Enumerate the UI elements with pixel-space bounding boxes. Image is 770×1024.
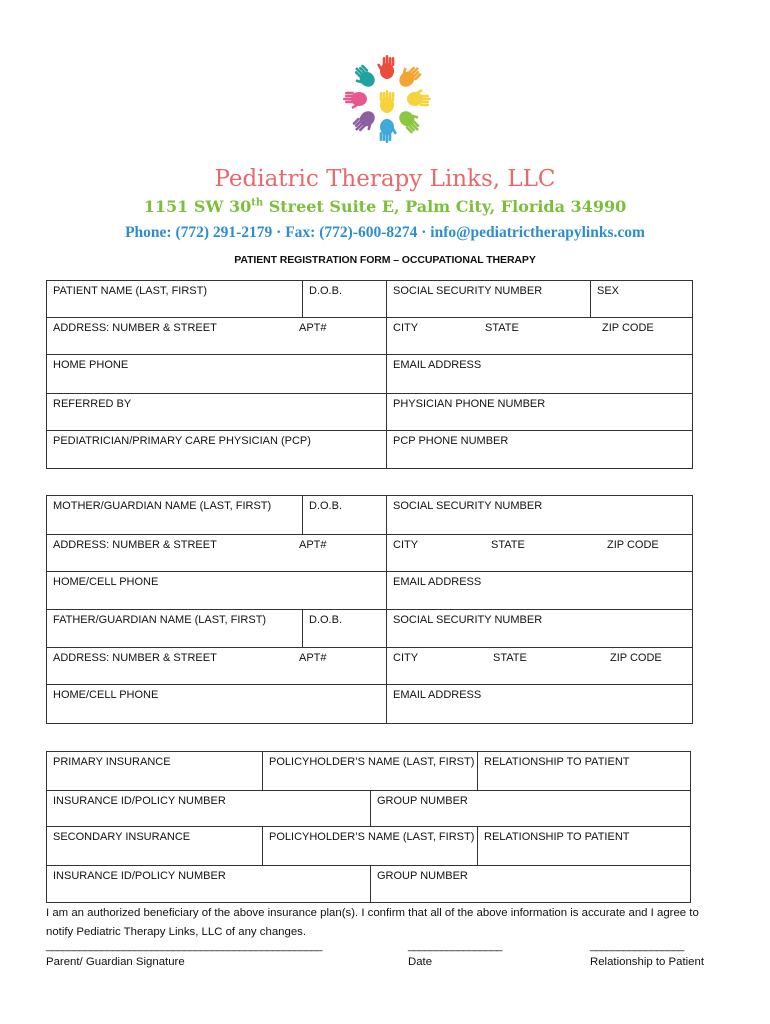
company-address: 1151 SW 30th Street Suite E, Palm City, Florida 34990 xyxy=(143,197,627,216)
father-dob-field[interactable] xyxy=(302,609,387,648)
father-apt-label: APT# xyxy=(299,652,327,664)
patient-state-label: STATE xyxy=(485,322,519,334)
father-ssn-label: SOCIAL SECURITY NUMBER xyxy=(393,614,543,626)
patient-sex-label: SEX xyxy=(597,285,620,297)
insurance-id2-label: INSURANCE ID/POLICY NUMBER xyxy=(53,870,226,882)
father-ssn-field[interactable] xyxy=(386,609,693,648)
father-address-label: ADDRESS: NUMBER & STREET xyxy=(53,652,217,664)
pcp-label: PEDIATRICIAN/PRIMARY CARE PHYSICIAN (PCP) xyxy=(53,435,311,447)
pcp-phone-field[interactable] xyxy=(386,430,693,469)
patient-dob-label: D.O.B. xyxy=(309,285,343,297)
mother-email-field[interactable] xyxy=(386,571,693,610)
physician-phone-field[interactable] xyxy=(386,393,693,431)
hand-icon xyxy=(396,106,425,135)
father-state-label: STATE xyxy=(493,652,527,664)
patient-apt-label: APT# xyxy=(299,322,327,334)
patient-ssn-field[interactable] xyxy=(386,280,591,318)
mother-city-state-zip-field[interactable] xyxy=(386,534,693,572)
insurance-id1-label: INSURANCE ID/POLICY NUMBER xyxy=(53,795,226,807)
father-dob-label: D.O.B. xyxy=(309,614,343,626)
father-city-state-zip-field[interactable] xyxy=(386,647,693,685)
patient-zip-label: ZIP CODE xyxy=(602,322,654,334)
relationship1-field[interactable] xyxy=(477,751,691,791)
mother-ssn-label: SOCIAL SECURITY NUMBER xyxy=(393,500,543,512)
hand-icon xyxy=(394,61,423,90)
patient-name-label: PATIENT NAME (LAST, FIRST) xyxy=(53,285,208,297)
patient-email-field[interactable] xyxy=(386,354,693,394)
pcp-field[interactable] xyxy=(46,430,387,469)
relationship2-field[interactable] xyxy=(477,826,691,866)
policyholder1-label: POLICYHOLDER’S NAME (LAST, FIRST) xyxy=(269,756,475,768)
father-email-label: EMAIL ADDRESS xyxy=(393,689,482,701)
father-zip-label: ZIP CODE xyxy=(610,652,662,664)
relationship-line[interactable]: _________________ xyxy=(590,940,684,952)
secondary-insurance-field[interactable] xyxy=(46,826,263,866)
mother-state-label: STATE xyxy=(491,539,525,551)
policyholder1-field[interactable] xyxy=(262,751,478,791)
hand-icon xyxy=(407,89,431,106)
mother-dob-field[interactable] xyxy=(302,495,387,535)
mother-name-field[interactable] xyxy=(46,495,303,535)
mother-address-field[interactable] xyxy=(46,534,387,572)
father-phone-label: HOME/CELL PHONE xyxy=(53,689,159,701)
company-logo xyxy=(334,46,440,152)
policyholder2-field[interactable] xyxy=(262,826,478,866)
mother-apt-label: APT# xyxy=(299,539,327,551)
father-name-label: FATHER/GUARDIAN NAME (LAST, FIRST) xyxy=(53,614,267,626)
patient-address-field[interactable] xyxy=(46,317,387,355)
patient-home-phone-label: HOME PHONE xyxy=(53,359,129,371)
group1-field[interactable] xyxy=(370,790,691,827)
mother-name-label: MOTHER/GUARDIAN NAME (LAST, FIRST) xyxy=(53,500,272,512)
insurance-id1-field[interactable] xyxy=(46,790,371,827)
mother-ssn-field[interactable] xyxy=(386,495,693,535)
policyholder2-label: POLICYHOLDER’S NAME (LAST, FIRST) xyxy=(269,831,475,843)
group1-label: GROUP NUMBER xyxy=(377,795,468,807)
group2-field[interactable] xyxy=(370,865,691,903)
hand-icon xyxy=(351,108,380,137)
insurance-id2-field[interactable] xyxy=(46,865,371,903)
relationship-label: Relationship to Patient xyxy=(590,956,704,968)
primary-insurance-label: PRIMARY INSURANCE xyxy=(53,756,171,768)
patient-ssn-label: SOCIAL SECURITY NUMBER xyxy=(393,285,543,297)
mother-dob-label: D.O.B. xyxy=(309,500,343,512)
date-line[interactable]: _________________ xyxy=(408,940,502,952)
hand-icon xyxy=(343,92,367,109)
father-city-label: CITY xyxy=(393,652,419,664)
hand-icon xyxy=(380,119,397,143)
patient-city-state-zip-field[interactable] xyxy=(386,317,693,355)
patient-email-label: EMAIL ADDRESS xyxy=(393,359,482,371)
hand-icon xyxy=(380,90,395,113)
patient-dob-field[interactable] xyxy=(302,280,387,318)
company-name: Pediatric Therapy Links, LLC xyxy=(214,166,556,192)
physician-phone-label: PHYSICIAN PHONE NUMBER xyxy=(393,398,546,410)
pcp-phone-label: PCP PHONE NUMBER xyxy=(393,435,509,447)
patient-home-phone-field[interactable] xyxy=(46,354,387,394)
father-email-field[interactable] xyxy=(386,684,693,724)
mother-phone-label: HOME/CELL PHONE xyxy=(53,576,159,588)
father-name-field[interactable] xyxy=(46,609,303,648)
father-address-field[interactable] xyxy=(46,647,387,685)
primary-insurance-field[interactable] xyxy=(46,751,263,791)
patient-name-field[interactable] xyxy=(46,280,303,318)
secondary-insurance-label: SECONDARY INSURANCE xyxy=(53,831,191,843)
group2-label: GROUP NUMBER xyxy=(377,870,468,882)
mother-zip-label: ZIP CODE xyxy=(607,539,659,551)
mother-city-label: CITY xyxy=(393,539,419,551)
referred-by-label: REFERRED BY xyxy=(53,398,132,410)
relationship2-label: RELATIONSHIP TO PATIENT xyxy=(484,831,630,843)
authorization-statement: I am an authorized beneficiary of the above insurance plan(s). I confirm that all of the above information is accurate and I agree to notify Pediatric Therapy Links, LLC of any changes. xyxy=(46,907,699,938)
date-label: Date xyxy=(408,956,433,968)
patient-city-label: CITY xyxy=(393,322,419,334)
father-phone-field[interactable] xyxy=(46,684,387,724)
referred-by-field[interactable] xyxy=(46,393,387,431)
hand-icon xyxy=(349,63,378,92)
mother-address-label: ADDRESS: NUMBER & STREET xyxy=(53,539,217,551)
hand-icon xyxy=(377,55,394,79)
company-contact: Phone: (772) 291-2179 · Fax: (772)-600-8274 · info@pediatrictherapylinks.com xyxy=(125,224,645,241)
relationship1-label: RELATIONSHIP TO PATIENT xyxy=(484,756,630,768)
patient-address-label: ADDRESS: NUMBER & STREET xyxy=(53,322,217,334)
signature-line[interactable]: __________________________________________________ xyxy=(46,940,322,952)
signature-label: Parent/ Guardian Signature xyxy=(46,956,185,968)
patient-sex-field[interactable] xyxy=(590,280,693,318)
mother-email-label: EMAIL ADDRESS xyxy=(393,576,482,588)
form-title: PATIENT REGISTRATION FORM – OCCUPATIONAL THERAPY xyxy=(234,254,536,266)
mother-phone-field[interactable] xyxy=(46,571,387,610)
